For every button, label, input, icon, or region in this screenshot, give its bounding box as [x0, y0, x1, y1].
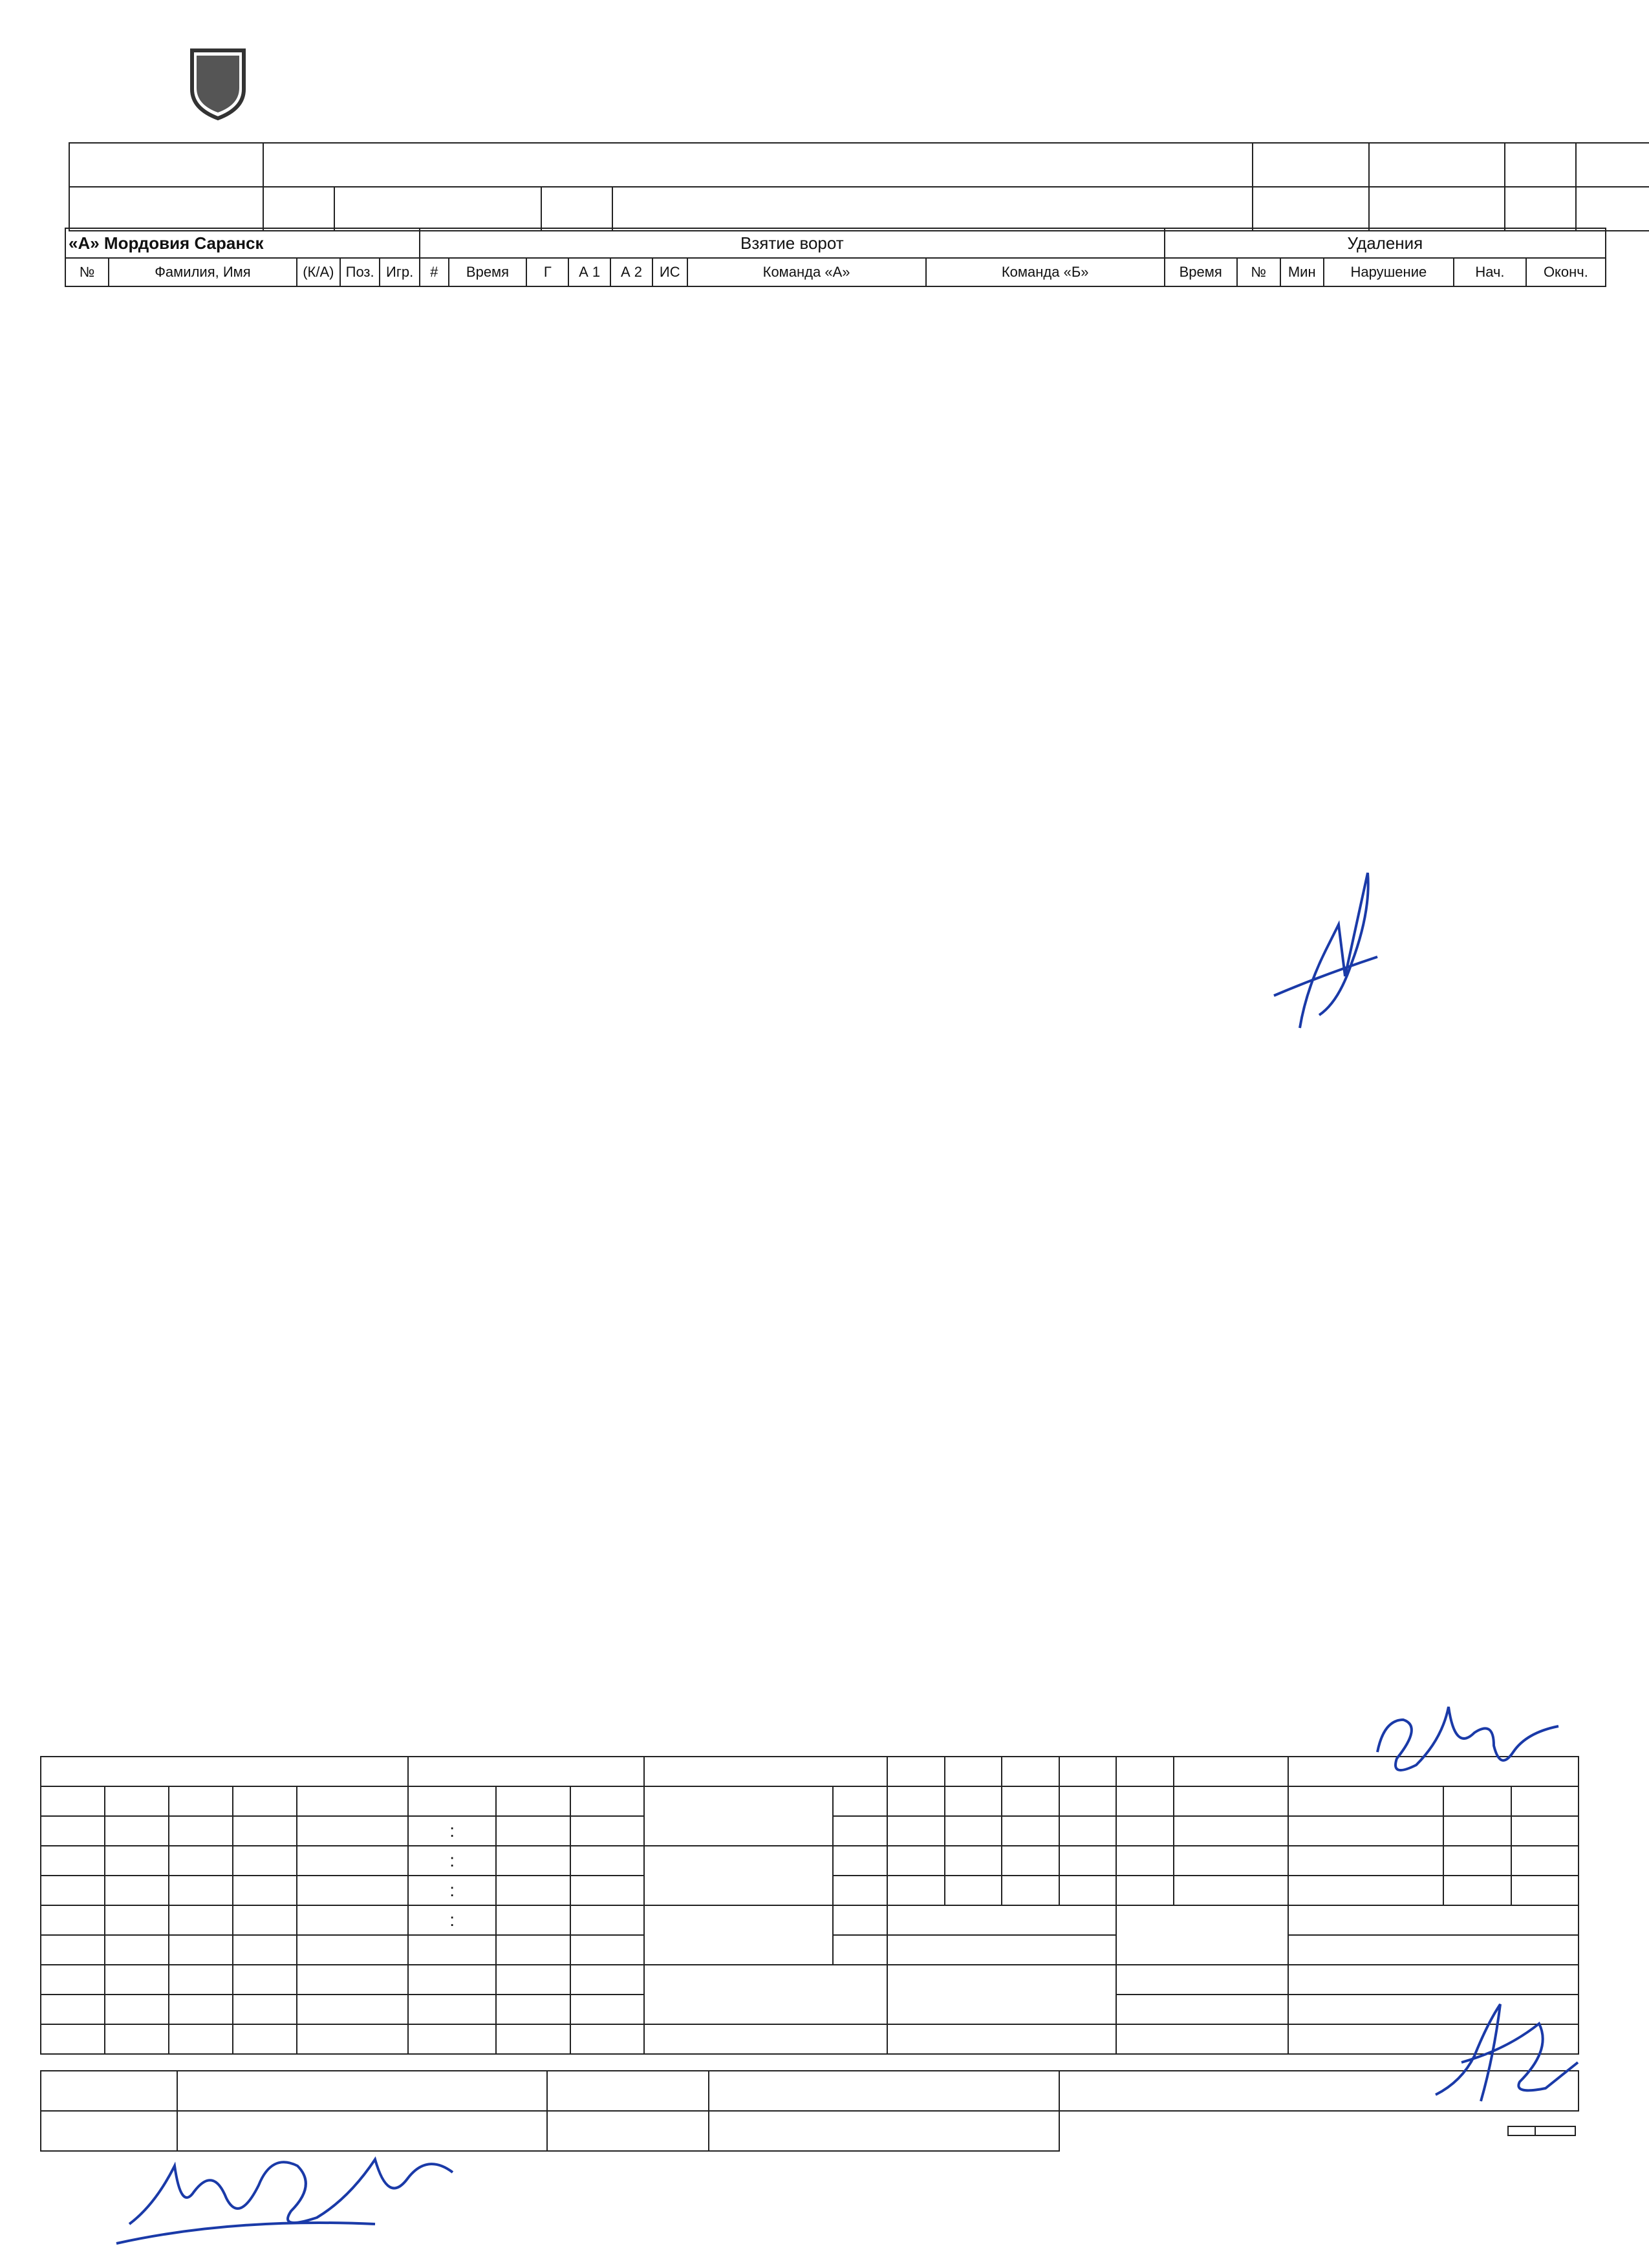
pim-b-so [1116, 1876, 1174, 1905]
pim-a-p3 [1002, 1846, 1059, 1876]
goals-a-total [1174, 1786, 1288, 1816]
pim-b-p2 [945, 1876, 1002, 1905]
linesman-2 [709, 2111, 1059, 2151]
team-b-mark [833, 1816, 887, 1846]
column-header: Игр. [380, 258, 420, 286]
team-a-mark [833, 1846, 887, 1876]
date-label [1253, 143, 1369, 187]
column-header: Нач. [1454, 258, 1526, 286]
column-header: # [420, 258, 449, 286]
column-header: Время [1165, 258, 1237, 286]
column-header: А 1 [568, 258, 610, 286]
team-a-mark [833, 1786, 887, 1816]
column-header: Г [526, 258, 568, 286]
team-b-onice-header: Команда «Б» [926, 258, 1165, 286]
shootout-title [41, 1757, 408, 1786]
remarks-label [1507, 2126, 1536, 2136]
goals-b-ot [1059, 1816, 1117, 1846]
team-a-onice-header: Команда «А» [687, 258, 926, 286]
time-label [1253, 187, 1369, 231]
signature-team-b-icon [1364, 1681, 1571, 1784]
pim-a-p2 [945, 1846, 1002, 1876]
goalie-time-title [408, 1757, 644, 1786]
linesman-label [547, 2071, 709, 2111]
goalie-a [496, 1876, 570, 1905]
period-col [887, 1757, 945, 1786]
shootout-col [105, 1786, 169, 1816]
start-minute [1511, 1786, 1579, 1816]
competition-name [263, 143, 1253, 187]
goalie-time: : [408, 1816, 496, 1846]
period-col [1116, 1757, 1174, 1786]
registrar-b-mark [833, 1935, 887, 1965]
secretary-signature-label [1116, 2024, 1288, 2054]
period-col [1002, 1757, 1059, 1786]
goalie-a [496, 1816, 570, 1846]
remarks-value [1536, 2126, 1576, 2136]
team-b-mark [833, 1876, 887, 1905]
head-referee-1 [177, 2071, 547, 2111]
shootout-col [233, 1786, 297, 1816]
pim-b-ot [1059, 1876, 1117, 1905]
goals-b-total [1174, 1816, 1288, 1846]
timeout-a-label [1288, 1846, 1443, 1876]
game-number-label [1505, 143, 1576, 187]
start-label [1288, 1786, 1443, 1816]
goals-b-p1 [887, 1816, 945, 1846]
penalty-box-label [1116, 1905, 1288, 1965]
column-header: Оконч. [1526, 258, 1606, 286]
registrars-label [644, 1905, 833, 1965]
timeout-b-minute [1443, 1876, 1511, 1905]
pim-b-total [1174, 1876, 1288, 1905]
goals-a-ot [1059, 1786, 1117, 1816]
pim-label [644, 1846, 833, 1905]
informator-label [644, 2024, 887, 2054]
column-header: А 2 [610, 258, 652, 286]
pim-a-total [1174, 1846, 1288, 1876]
goal-judges-label [644, 1965, 887, 2024]
period-col [945, 1757, 1002, 1786]
column-header: № [1237, 258, 1280, 286]
goalie-b [570, 1846, 645, 1876]
penalty-box-judge-1 [1288, 1905, 1579, 1935]
goals-a-so [1116, 1786, 1174, 1816]
remarks [1059, 2111, 1579, 2151]
goalie-col [408, 1786, 496, 1816]
pim-a-so [1116, 1846, 1174, 1876]
summary-table [40, 1756, 1579, 2055]
goals-label [644, 1786, 833, 1846]
penalty-box-judge-2 [1288, 1935, 1579, 1965]
goals-b-p3 [1002, 1816, 1059, 1846]
spectators-value [1576, 187, 1649, 231]
goalie-a [496, 1846, 570, 1876]
pim-b-p1 [887, 1876, 945, 1905]
game-number [1576, 143, 1649, 187]
informator-name [887, 2024, 1117, 2054]
goalie-b [570, 1876, 645, 1905]
pim-b-p3 [1002, 1876, 1059, 1905]
goals-a-p1 [887, 1786, 945, 1816]
end-label [1288, 1816, 1443, 1846]
column-header: Фамилия, Имя [109, 258, 297, 286]
time-value [1369, 187, 1505, 231]
vhl-logo-icon [182, 44, 253, 122]
goalie-col [496, 1786, 570, 1816]
period-col [1059, 1757, 1117, 1786]
city-label [263, 187, 334, 231]
team-title: «А» Мордовия Саранск [65, 228, 420, 258]
goalie-time: : [408, 1876, 496, 1905]
summary-section [40, 1756, 1579, 2055]
signature-team-a-icon [1261, 860, 1416, 1034]
goalie-col [570, 1786, 645, 1816]
linesman-1 [709, 2071, 1059, 2111]
column-header: (К/А) [297, 258, 340, 286]
city-value [334, 187, 541, 231]
goalie-a [496, 1905, 570, 1935]
match-header-table [69, 142, 1649, 231]
pim-a-p1 [887, 1846, 945, 1876]
goals-a-p2 [945, 1786, 1002, 1816]
goalie-b [570, 1905, 645, 1935]
goals-b-so [1116, 1816, 1174, 1846]
timekeeper-label [1116, 1965, 1288, 1995]
team-a-section [65, 228, 1606, 287]
signature-referee-icon [103, 2127, 466, 2256]
shootout-col [297, 1786, 408, 1816]
pim-a-ot [1059, 1846, 1117, 1876]
end-hour [1443, 1816, 1511, 1846]
venue-label [69, 187, 263, 231]
column-header: Нарушение [1324, 258, 1454, 286]
column-header: № [65, 258, 109, 286]
shootout-col [169, 1786, 233, 1816]
head-referee-label [41, 2071, 177, 2111]
arena-label [541, 187, 612, 231]
goals-a-p3 [1002, 1786, 1059, 1816]
goals-b-p2 [945, 1816, 1002, 1846]
signature-secretary-icon [1423, 1985, 1591, 2114]
goalie-time: : [408, 1905, 496, 1935]
timeout-b-second [1511, 1876, 1579, 1905]
goals-title: Взятие ворот [420, 228, 1165, 258]
registrar-a-mark [833, 1905, 887, 1935]
goalie-b [570, 1816, 645, 1846]
secretary-label [1116, 1995, 1288, 2024]
period-col [1174, 1757, 1288, 1786]
end-minute [1511, 1816, 1579, 1846]
shootout-col [41, 1786, 105, 1816]
linesman-label-2 [547, 2111, 709, 2151]
column-header: Поз. [340, 258, 380, 286]
team-a-table [65, 228, 1606, 287]
spectators-label [1505, 187, 1576, 231]
penalties-title: Удаления [1165, 228, 1606, 258]
arena-value [612, 187, 1253, 231]
competition-label [69, 143, 263, 187]
timeout-b-label [1288, 1876, 1443, 1905]
start-hour [1443, 1786, 1511, 1816]
column-header: Время [449, 258, 527, 286]
period-results-title [644, 1757, 887, 1786]
date-value [1369, 143, 1505, 187]
column-header: ИС [652, 258, 687, 286]
goalie-time: : [408, 1846, 496, 1876]
column-header: Мин [1280, 258, 1324, 286]
